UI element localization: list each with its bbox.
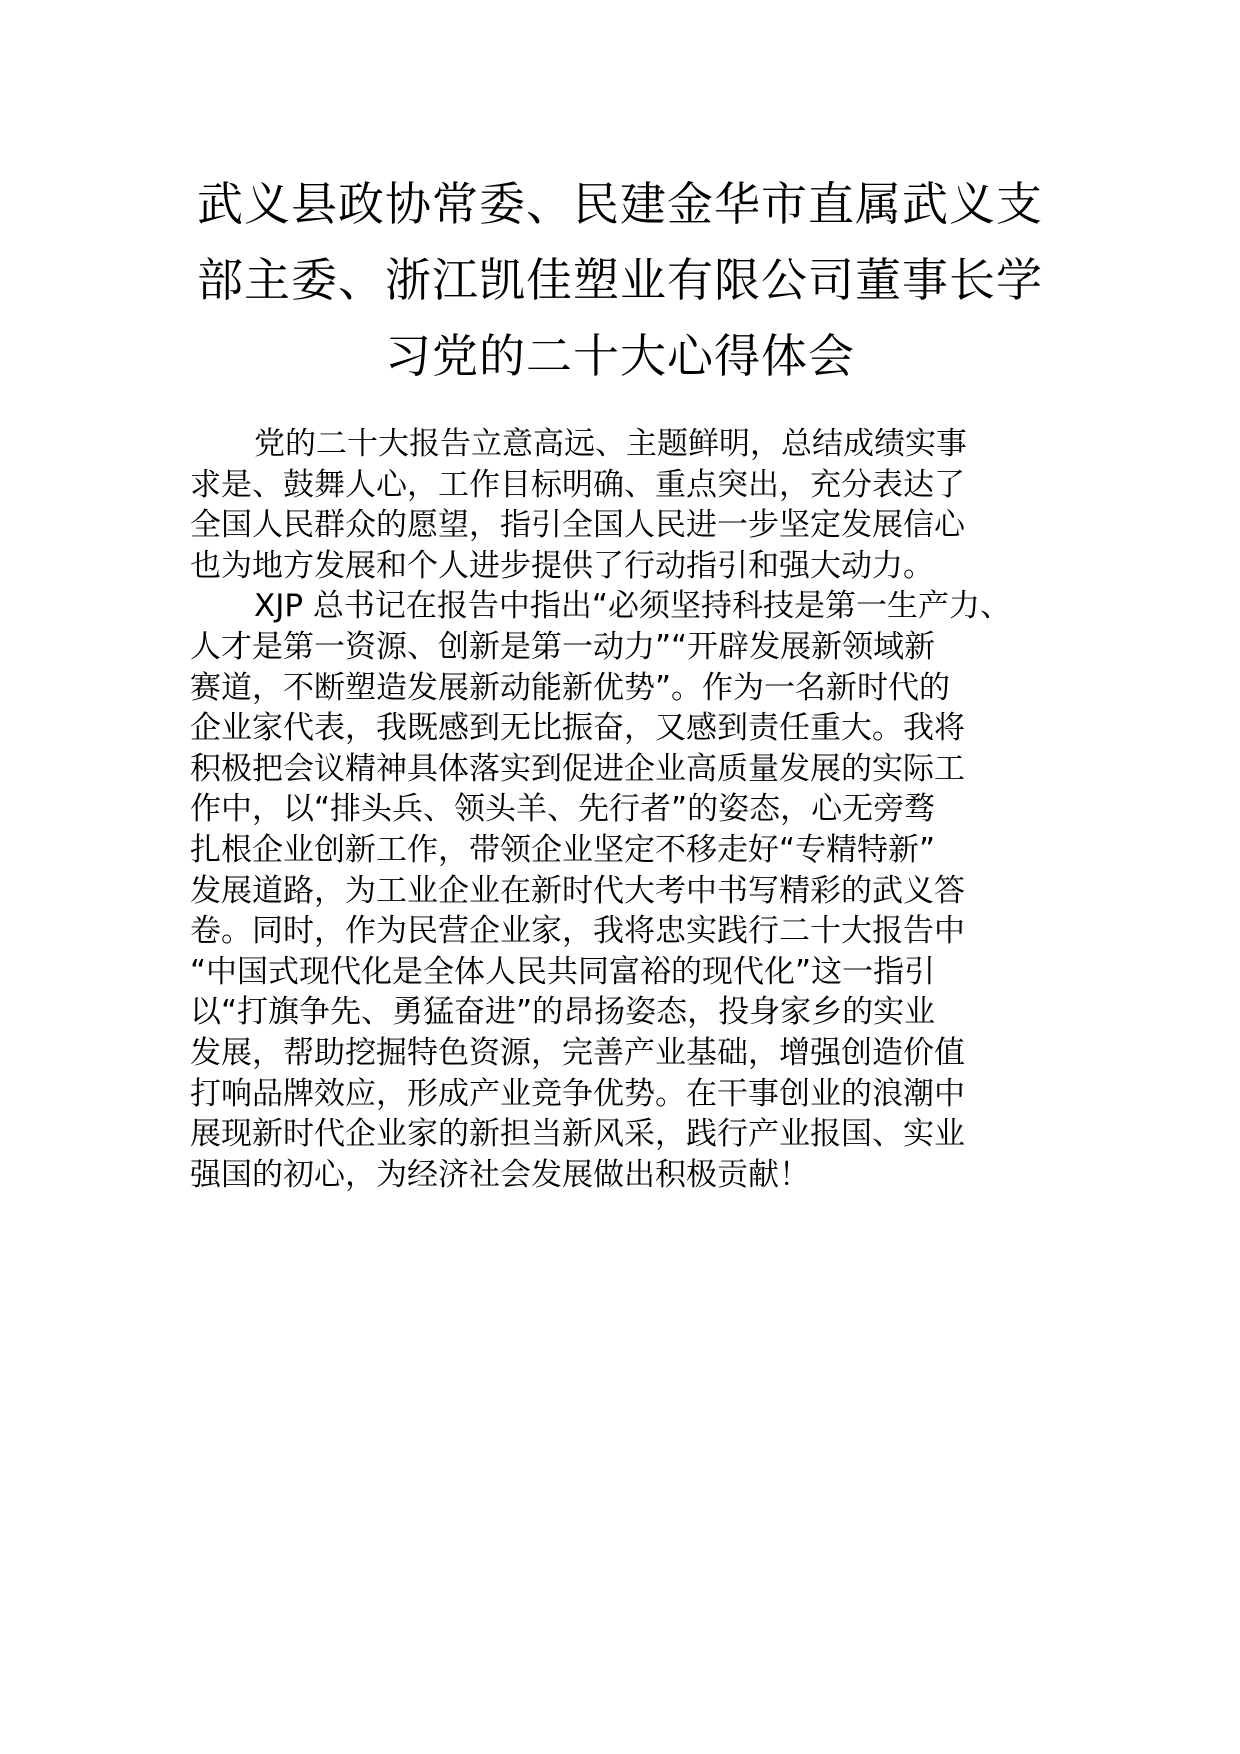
paragraph-line: 求是、鼓舞人心，工作目标明确、重点突出，充分表达了: [190, 466, 965, 503]
paragraph-line: 企业家代表，我既感到无比振奋，又感到责任重大。我将: [190, 710, 965, 747]
paragraph-line: 积极把会议精神具体落实到促进企业高质量发展的实际工: [190, 750, 965, 787]
title-line: 部主委、浙江凯佳塑业有限公司董事长学: [197, 253, 1043, 307]
paragraph-line: 发展，帮助挖掘特色资源，完善产业基础，增强创造价值: [190, 1034, 965, 1071]
paragraph-line: XJP 总书记在报告中指出“必须坚持科技是第一生产力、: [254, 588, 1011, 625]
paragraph-line: 强国的初心，为经济社会发展做出积极贡献！: [190, 1156, 810, 1193]
paragraph-line: “中国式现代化是全体人民共同富裕的现代化”这一指引: [190, 953, 936, 990]
paragraph-line: 人才是第一资源、创新是第一动力”“开辟发展新领域新: [190, 628, 936, 665]
paragraph-1: [190, 424, 1070, 586]
paragraph-line: 赛道，不断塑造发展新动能新优势”。作为一名新时代的: [190, 669, 951, 706]
paragraph-line: 打响品牌效应，形成产业竞争优势。在干事创业的浪潮中: [190, 1075, 965, 1112]
title-line: 习党的二十大心得体会: [385, 329, 855, 383]
paragraph-line: 党的二十大报告立意高远、主题鲜明，总结成绩实事: [254, 426, 967, 462]
paragraph-line: 卷。同时，作为民营企业家，我将忠实践行二十大报告中: [190, 913, 965, 950]
paragraph-line: 发展道路，为工业企业在新时代大考中书写精彩的武义答: [190, 872, 965, 909]
title-line: 武义县政协常委、民建金华市直属武义支: [197, 177, 1043, 231]
document-body: [190, 424, 1070, 1195]
paragraph-line: 扎根企业创新工作，带领企业坚定不移走好“专精特新”: [190, 831, 936, 868]
paragraph-line: 展现新时代企业家的新担当新风采，践行产业报国、实业: [190, 1116, 965, 1153]
paragraph-line: 全国人民群众的愿望，指引全国人民进一步坚定发展信心: [190, 507, 965, 544]
paragraph-line: 也为地方发展和个人进步提供了行动指引和强大动力。: [190, 547, 934, 584]
paragraph-line: 以“打旗争先、勇猛奋进”的昂扬姿态，投身家乡的实业: [190, 994, 936, 1031]
paragraph-line: 作中，以“排头兵、领头羊、先行者”的姿态，心无旁骛: [190, 791, 936, 828]
document-title: [190, 166, 1050, 394]
paragraph-2: [190, 586, 1070, 1195]
